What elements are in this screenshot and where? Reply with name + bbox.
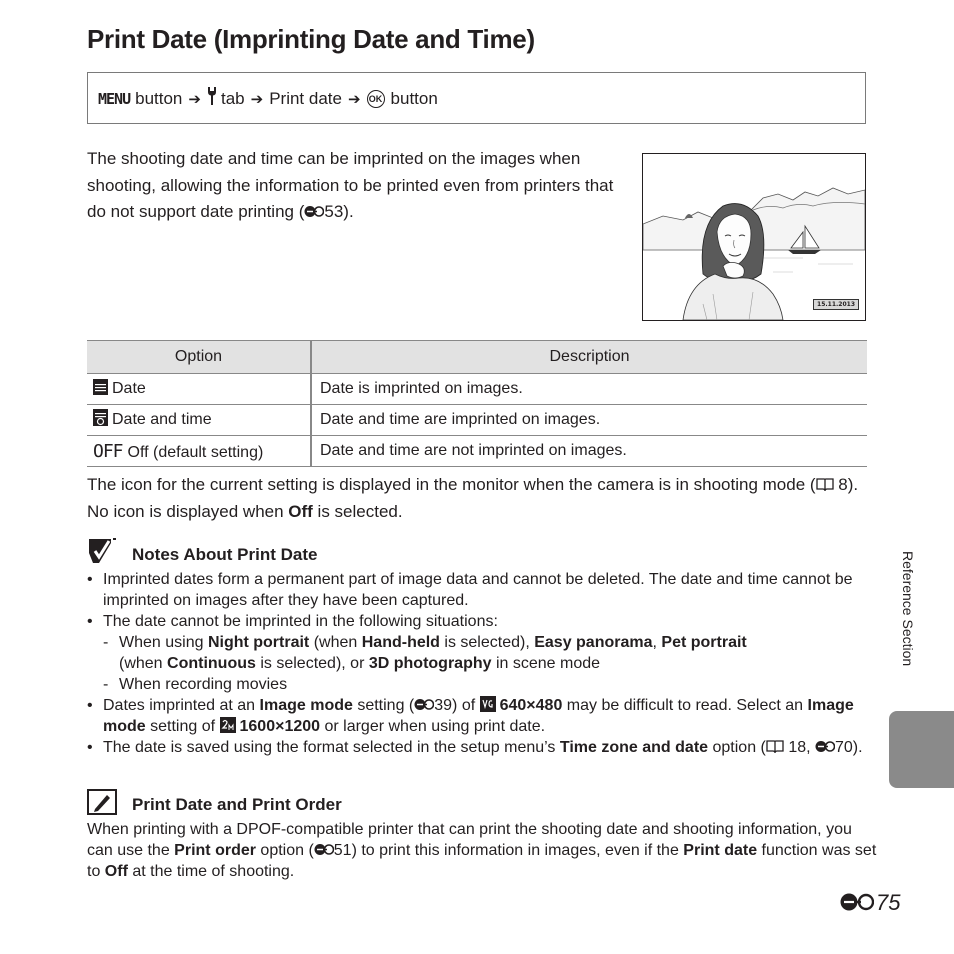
- date-stamp: 15.11.2013: [813, 299, 859, 310]
- reference-e-icon: [314, 842, 334, 859]
- vga-icon: [480, 697, 500, 714]
- option-cell: [87, 374, 311, 405]
- section-sidebar: [888, 551, 928, 711]
- arrow-right-icon: ➔: [250, 90, 264, 108]
- bullet-icon: •: [87, 697, 93, 714]
- b3-k3: Image mode: [103, 697, 854, 735]
- section-label: Reference Section: [900, 551, 916, 667]
- s1-t1: When using: [119, 634, 208, 651]
- notes-list: [87, 569, 877, 758]
- b3-t3: ) of: [452, 697, 480, 714]
- sample-photo: [642, 153, 866, 321]
- b4-ref1: 18: [788, 739, 807, 756]
- list-item: [87, 695, 877, 737]
- s2-text: When recording movies: [119, 676, 288, 693]
- wrench-icon: [207, 87, 217, 110]
- sub-list-item: [87, 632, 877, 674]
- menu-path-tab-text: tab: [220, 88, 245, 108]
- menu-path-button-text: button: [135, 88, 183, 108]
- table-row: [87, 405, 867, 436]
- after-ref: 8: [838, 475, 848, 494]
- after-text-2: ). No icon is displayed when: [87, 475, 859, 521]
- table-row: [87, 436, 867, 467]
- menu-path: [98, 87, 438, 110]
- po-t4: function was set to: [87, 842, 877, 880]
- table-header-option: Option: [87, 341, 311, 374]
- print-order-heading: Print Date and Print Order: [132, 795, 342, 814]
- b4-ref2: 70: [835, 739, 853, 756]
- caution-check-icon: [87, 537, 117, 570]
- reference-e-icon: [304, 202, 324, 221]
- s1-k5: Continuous: [167, 655, 256, 672]
- bullet-icon: •: [87, 613, 93, 630]
- intro-text-end: ).: [343, 202, 354, 221]
- po-t5: at the time of shooting.: [127, 863, 295, 880]
- arrow-right-icon: ➔: [347, 90, 361, 108]
- b4-t1: The date is saved using the format selected in the setup menu’s: [103, 739, 560, 756]
- s1-k3: Easy panorama: [534, 634, 653, 651]
- po-k1: Print order: [174, 842, 256, 859]
- b3-k2: 640×480: [499, 697, 563, 714]
- 2m-icon: [220, 718, 240, 735]
- book-icon: [816, 472, 834, 485]
- list-item: [87, 737, 877, 758]
- bullet-icon: •: [87, 739, 93, 756]
- after-bold: Off: [288, 502, 313, 521]
- intro-text: The shooting date and time can be imprinted on the images when shooting, allowing the information to be printed even from printers that do not support date printing (: [87, 149, 614, 221]
- page-title: Print Date (Imprinting Date and Time): [87, 24, 535, 54]
- off-icon: OFF: [93, 440, 123, 462]
- po-ref1: 51: [333, 842, 352, 859]
- b3-ref1: 39: [434, 697, 453, 714]
- b3-t4: may be difficult to read. Select an: [562, 697, 808, 714]
- option-label: Date and time: [112, 411, 212, 428]
- option-label: Off (default setting): [127, 443, 264, 461]
- date-icon: [93, 379, 108, 400]
- s1-k1: Night portrait: [207, 634, 310, 651]
- b4-k1: Time zone and date: [559, 739, 709, 756]
- notes-heading: Notes About Print Date: [132, 545, 318, 564]
- table-header-row: [87, 341, 867, 374]
- page-number: [840, 890, 900, 916]
- po-t1: When printing with a DPOF-compatible printer that can print the shooting date and shooting information, you can use the: [87, 821, 852, 859]
- option-cell: [87, 436, 311, 467]
- dash-icon: -: [103, 634, 109, 651]
- list-item-text: Imprinted dates form a permanent part of image data and cannot be deleted. The date and time cannot be imprinted on images after they have been captured.: [103, 571, 853, 609]
- list-item-text: The date cannot be imprinted in the following situations:: [103, 613, 498, 630]
- s1-t4: ,: [652, 634, 662, 651]
- intro-paragraph: [87, 146, 617, 226]
- table-row: [87, 374, 867, 405]
- intro-ref: 53: [324, 202, 344, 221]
- po-t3: ) to print this information in images, even if the: [351, 842, 684, 859]
- b3-t6: or larger when using print date.: [320, 718, 546, 735]
- option-label: Date: [112, 379, 146, 397]
- s1-k2: Hand-held: [361, 634, 440, 651]
- b3-k4: 1600×1200: [239, 718, 321, 735]
- sub-list-item: [87, 674, 877, 695]
- page-number-text: 75: [876, 890, 901, 915]
- date-and-time-icon: [93, 409, 108, 431]
- b3-t2: setting (: [352, 697, 415, 714]
- s1-k4: Pet portrait: [661, 634, 747, 651]
- book-icon: [766, 738, 784, 751]
- monitor-icon-paragraph: [87, 471, 862, 525]
- b4-t2: option (: [708, 739, 766, 756]
- b3-k1: Image mode: [259, 697, 353, 714]
- s1-t3: is selected),: [439, 634, 535, 651]
- after-text-3: is selected.: [312, 502, 403, 521]
- s1-t6: is selected), or: [255, 655, 369, 672]
- menu-path-box: [87, 72, 866, 124]
- ok-button-icon: OK: [367, 90, 385, 108]
- list-item: [87, 569, 877, 611]
- b4-t4: ).: [852, 739, 863, 756]
- description-cell: Date is imprinted on images.: [311, 374, 867, 405]
- po-k3: Off: [104, 863, 128, 880]
- dash-icon: -: [103, 676, 109, 693]
- s1-t5: (when: [119, 655, 168, 672]
- reference-e-icon: [840, 890, 876, 916]
- reference-e-icon: [414, 697, 434, 714]
- description-cell: Date and time are not imprinted on images.: [311, 436, 867, 467]
- options-table: [87, 340, 867, 467]
- bullet-icon: •: [87, 571, 93, 588]
- s1-t2: (when: [309, 634, 362, 651]
- po-t2: option (: [255, 842, 314, 859]
- b3-t5: setting of: [145, 718, 220, 735]
- menu-button-icon: MENU: [98, 89, 131, 108]
- section-tab: [889, 711, 954, 788]
- reference-e-icon: [815, 739, 835, 756]
- menu-path-ok-text: button: [390, 88, 438, 108]
- s1-t7: in scene mode: [491, 655, 601, 672]
- po-k2: Print date: [683, 842, 758, 859]
- b4-t3: ,: [806, 739, 815, 756]
- list-item: [87, 611, 877, 632]
- menu-path-item-text: Print date: [269, 88, 342, 108]
- description-cell: Date and time are imprinted on images.: [311, 405, 867, 436]
- print-order-paragraph: [87, 819, 877, 882]
- arrow-right-icon: ➔: [188, 90, 201, 108]
- s1-k6: 3D photography: [368, 655, 492, 672]
- note-pencil-icon: [87, 789, 117, 820]
- table-header-description: Description: [311, 341, 867, 374]
- after-text-1: The icon for the current setting is displayed in the monitor when the camera is in shooting mode (: [87, 475, 816, 494]
- b3-t1: Dates imprinted at an: [103, 697, 260, 714]
- option-cell: [87, 405, 311, 436]
